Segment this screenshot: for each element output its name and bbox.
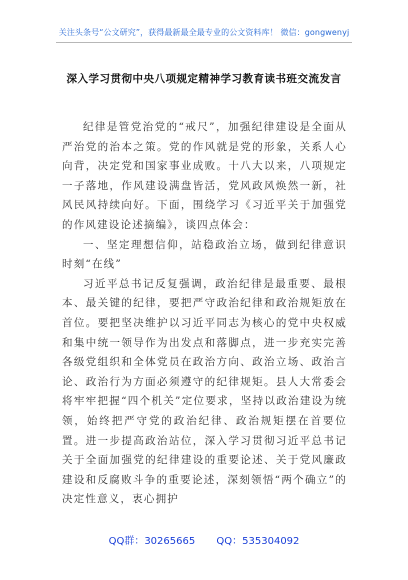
header-promo-note: 关注头条号“公文研究”，获得最新最全最专业的公文资料库！ 微信：gongwenyj: [58, 28, 350, 37]
header-divider: [56, 42, 352, 43]
body-paragraph-section-1: 习近平总书记反复强调，政治纪律是最重要、最根本、最关键的纪律，要把严守政治纪律和政治规矩放在首位。要把坚决维护以习近平同志为核心的党中央权威和集中统一领导作为出发点和落脚点，进一步充实完善各级党组织和全体党员在政治方向、政治立场、政治言论、政治行为方面必须遵守的纪律规矩。县人大常委会将牢牢把握“四个机关”定位要求，坚持以政治建设为统领，始终把严守党的政治纪律、政治规矩摆在首要位置。进一步提高政治站位，深入学习贯彻习近平总书记关于全面加强党的纪律建设的重要论述、关于党风廉政建设和反腐败斗争的重要论述，深刻领悟“两个确立”的决定性意义，衷心拥护: [62, 277, 347, 506]
body-section-heading: 一、坚定理想信仰，站稳政治立场，做到纪律意识时刻“在线”: [62, 238, 347, 271]
document-title: 深入学习贯彻中央八项规定精神学习教育读书班交流发言: [66, 73, 342, 85]
document-body: [62, 118, 347, 510]
footer-contact: [0, 532, 408, 547]
footer-qq-number: QQ：535304092: [216, 536, 300, 547]
body-paragraph-intro: 纪律是管党治党的“戒尺”，加强纪律建设是全面从严治党的治本之策。党的作风就是党的形象，关系人心向背，决定党和国家事业成败。十八大以来，八项规定一子落地，作风建设满盘皆活，党风政风焕然一新，社风民风持续向好。下面，围绕学习《习近平关于加强党的作风建设论述摘编》，谈四点体会：: [62, 121, 347, 231]
footer-qq-group: QQ群：30265665: [108, 536, 196, 547]
